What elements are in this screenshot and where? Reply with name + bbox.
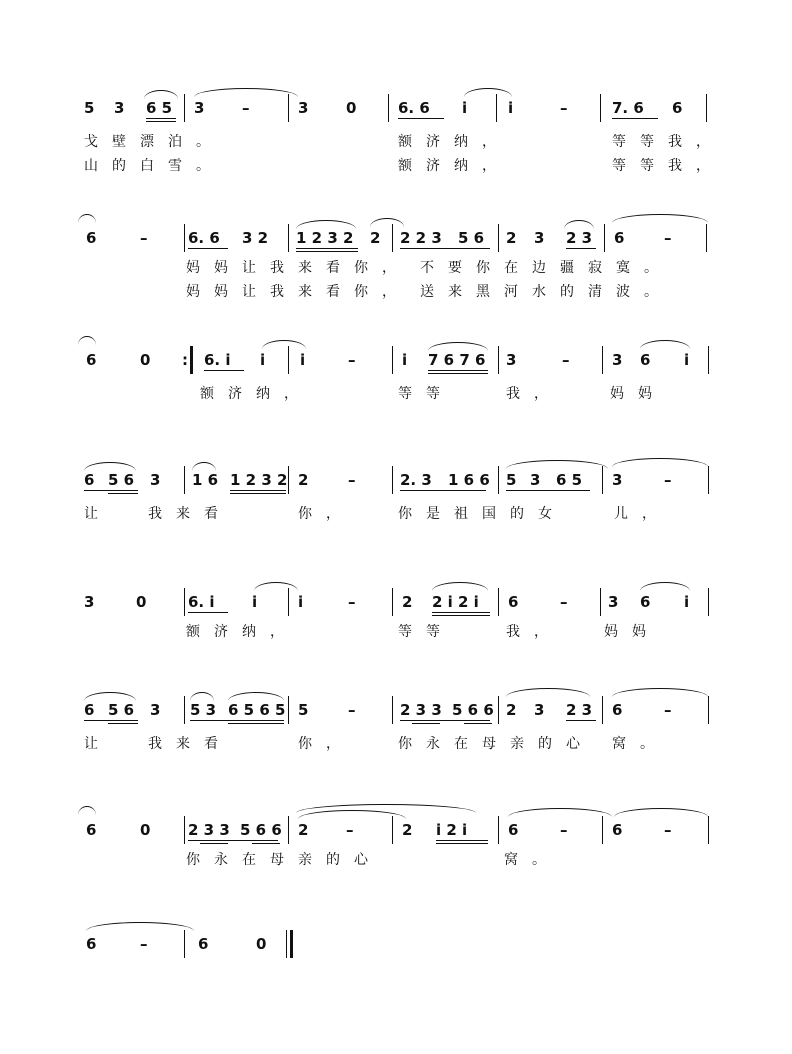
barline xyxy=(498,224,499,252)
lyric-text: 山的白雪。 xyxy=(84,158,224,174)
note-group: 6. 6 xyxy=(188,229,220,247)
barline xyxy=(288,466,289,494)
note-group: – xyxy=(242,99,250,117)
note-group: – xyxy=(664,229,672,247)
note-group: 7. 6 xyxy=(612,99,644,117)
underline xyxy=(188,248,228,249)
note-group: 3 xyxy=(612,351,623,369)
barline xyxy=(184,224,185,252)
lyric-text: 你永在母亲的心 xyxy=(398,736,594,752)
barline xyxy=(288,224,289,252)
tie xyxy=(508,808,612,817)
note-group: – xyxy=(562,351,570,369)
note-group: 3 xyxy=(84,593,95,611)
barline xyxy=(498,466,499,494)
underline xyxy=(296,248,358,249)
underline xyxy=(398,118,444,119)
barline xyxy=(288,94,289,122)
underline xyxy=(84,720,138,721)
barline xyxy=(604,224,605,252)
barline xyxy=(498,588,499,616)
slur xyxy=(228,692,284,701)
note-group: 3 xyxy=(150,701,161,719)
lyric-text: 妈妈让我来看你， xyxy=(186,284,410,300)
barline xyxy=(392,696,393,724)
note-group: 6 xyxy=(86,935,97,953)
note-group: i xyxy=(684,593,690,611)
lyric-text: 我来看 xyxy=(148,736,232,752)
note-group: 5 6 xyxy=(458,229,485,247)
barline xyxy=(388,94,389,122)
underline xyxy=(400,720,490,721)
slur xyxy=(564,220,594,229)
lyric-text: 妈妈 xyxy=(604,624,660,640)
note-group: 5 6 6 xyxy=(452,701,494,719)
barline xyxy=(600,588,601,616)
note-group: 6 5 6 5 xyxy=(228,701,286,719)
barline xyxy=(288,588,289,616)
barline xyxy=(498,346,499,374)
note-group: 6 xyxy=(640,593,651,611)
note-group: 3 xyxy=(298,99,309,117)
barline xyxy=(708,816,709,844)
note-group: – xyxy=(664,471,672,489)
note-group: 6 xyxy=(86,229,97,247)
barline xyxy=(392,346,393,374)
note-group: – xyxy=(560,821,568,839)
underline xyxy=(566,248,596,249)
tie xyxy=(506,688,590,697)
tie xyxy=(612,214,708,223)
tie xyxy=(612,458,708,467)
note-group: i xyxy=(402,351,408,369)
lyrics-row-1 xyxy=(0,734,792,764)
underline xyxy=(230,490,286,491)
note-group: 1 6 6 xyxy=(448,471,490,489)
note-group: 6 xyxy=(84,471,95,489)
note-group: i xyxy=(252,593,258,611)
slur xyxy=(190,692,214,701)
note-group: 6 xyxy=(640,351,651,369)
barline xyxy=(184,930,185,958)
barline xyxy=(602,466,603,494)
underline xyxy=(200,843,228,844)
note-group: 2. 3 xyxy=(400,471,432,489)
note-group: 0 xyxy=(346,99,357,117)
barline xyxy=(708,466,709,494)
note-group: 5 6 xyxy=(108,471,135,489)
note-group: 2 3 xyxy=(566,701,593,719)
barline xyxy=(498,816,499,844)
barline xyxy=(392,588,393,616)
barline xyxy=(184,816,185,844)
note-group: 2 xyxy=(298,821,309,839)
underline xyxy=(188,840,278,841)
underline xyxy=(464,723,492,724)
note-group: 3 xyxy=(612,471,623,489)
note-group: 2 3 3 xyxy=(188,821,230,839)
note-group: – xyxy=(560,99,568,117)
underline xyxy=(432,615,490,616)
underline xyxy=(188,612,228,613)
note-group: – xyxy=(140,229,148,247)
note-group: – xyxy=(664,821,672,839)
lyrics-row-1 xyxy=(0,622,792,652)
slur xyxy=(84,692,136,701)
lyric-text: 我， xyxy=(506,386,562,402)
lyric-text: 额济纳， xyxy=(398,134,510,150)
underline xyxy=(436,843,488,844)
note-group: 5 3 xyxy=(190,701,217,719)
lyric-text: 不要你在边疆寂寞。 xyxy=(420,260,672,276)
note-group: 6 xyxy=(84,701,95,719)
note-group: 6 xyxy=(508,821,519,839)
lyric-text: 等等 xyxy=(398,624,454,640)
note-group: 2 xyxy=(506,229,517,247)
note-group: – xyxy=(140,935,148,953)
lyric-text: 让 xyxy=(84,736,112,752)
barline xyxy=(708,346,709,374)
lyric-text: 等等我， xyxy=(612,134,724,150)
note-group: 6. 6 xyxy=(398,99,430,117)
note-group: 6. i xyxy=(204,351,231,369)
note-group: 2 xyxy=(370,229,381,247)
note-group: i xyxy=(260,351,266,369)
underline xyxy=(412,723,440,724)
tie xyxy=(78,336,96,345)
note-group: 5 6 6 xyxy=(240,821,282,839)
note-group: i 2 i xyxy=(436,821,468,839)
barline xyxy=(600,94,601,122)
slur xyxy=(296,220,356,229)
underline xyxy=(436,840,488,841)
notes-row xyxy=(0,98,792,128)
note-group: 3 xyxy=(506,351,517,369)
underline xyxy=(296,251,358,252)
note-group: i xyxy=(462,99,468,117)
notes-row xyxy=(0,350,792,380)
note-group: i xyxy=(684,351,690,369)
note-group: 0 xyxy=(256,935,267,953)
note-group: 5 xyxy=(298,701,309,719)
barline xyxy=(602,346,603,374)
slur xyxy=(428,342,488,351)
barline xyxy=(708,696,709,724)
note-group: 2 xyxy=(402,593,413,611)
note-group: 0 xyxy=(140,821,151,839)
barline xyxy=(392,466,393,494)
lyric-text: 你永在母亲的心 xyxy=(186,852,382,868)
note-group: – xyxy=(348,593,356,611)
tie xyxy=(86,922,194,931)
tie xyxy=(464,88,512,97)
underline xyxy=(108,723,138,724)
note-group: – xyxy=(348,701,356,719)
underline xyxy=(190,720,284,721)
lyric-text: 窝。 xyxy=(612,736,668,752)
tie xyxy=(78,806,96,815)
note-group: 6 xyxy=(508,593,519,611)
note-group: 6 5 xyxy=(146,99,173,117)
note-group: 6. i xyxy=(188,593,215,611)
note-group: – xyxy=(346,821,354,839)
lyric-text: 额济纳， xyxy=(398,158,510,174)
note-group: 5 xyxy=(84,99,95,117)
lyric-text: 妈妈让我来看你， xyxy=(186,260,410,276)
underline xyxy=(230,493,286,494)
underline xyxy=(146,121,176,122)
lyric-text: 我， xyxy=(506,624,562,640)
underline xyxy=(400,248,490,249)
underline xyxy=(108,493,138,494)
tie xyxy=(254,582,298,591)
note-group: 2 i 2 i xyxy=(432,593,479,611)
lyric-text: 送来黑河水的清波。 xyxy=(420,284,672,300)
barline xyxy=(706,224,707,252)
note-group: 1 6 xyxy=(192,471,219,489)
lyric-text: 额济纳， xyxy=(186,624,298,640)
underline xyxy=(84,490,138,491)
note-group: 3 xyxy=(194,99,205,117)
note-group: 6 xyxy=(614,229,625,247)
note-group: – xyxy=(560,593,568,611)
note-group: 0 xyxy=(140,351,151,369)
barline xyxy=(184,466,185,494)
underline xyxy=(612,118,658,119)
notes-row xyxy=(0,700,792,730)
lyric-text: 你是祖国的女 xyxy=(398,506,566,522)
note-group: : xyxy=(182,351,188,369)
notes-row xyxy=(0,228,792,258)
barline xyxy=(288,346,289,374)
notes-row xyxy=(0,820,792,850)
lyrics-row-2 xyxy=(0,156,792,186)
notes-row xyxy=(0,470,792,500)
note-group: 5 xyxy=(506,471,517,489)
underline xyxy=(252,843,280,844)
final-barline-thin xyxy=(286,930,287,958)
note-group: 2 xyxy=(298,471,309,489)
lyric-text: 窝。 xyxy=(504,852,560,868)
lyric-text: 等等我， xyxy=(612,158,724,174)
note-group: 2 3 3 xyxy=(400,701,442,719)
lyric-text: 妈妈 xyxy=(610,386,666,402)
lyric-text: 戈壁漂泊。 xyxy=(84,134,224,150)
lyric-text: 额济纳， xyxy=(200,386,312,402)
barline xyxy=(184,94,185,122)
barline xyxy=(602,816,603,844)
lyric-text: 你， xyxy=(298,506,354,522)
lyrics-row-2 xyxy=(0,282,792,312)
slur xyxy=(640,582,690,591)
note-group: 1 2 3 2 xyxy=(296,229,354,247)
underline xyxy=(566,720,596,721)
note-group: – xyxy=(348,471,356,489)
barline xyxy=(288,696,289,724)
note-group: 3 xyxy=(534,229,545,247)
lyric-text: 你， xyxy=(298,736,354,752)
lyrics-row-1 xyxy=(0,384,792,414)
barline xyxy=(708,588,709,616)
tie xyxy=(262,340,306,349)
tie xyxy=(612,688,708,697)
lyric-text: 等等 xyxy=(398,386,454,402)
note-group: 6 xyxy=(612,821,623,839)
note-group: 6 xyxy=(612,701,623,719)
repeat-barline xyxy=(190,346,193,374)
note-group: 0 xyxy=(136,593,147,611)
note-group: i xyxy=(300,351,306,369)
tie xyxy=(194,88,298,97)
note-group: 6 5 xyxy=(556,471,583,489)
note-group: 3 xyxy=(534,701,545,719)
barline xyxy=(706,94,707,122)
barline xyxy=(496,94,497,122)
underline xyxy=(228,723,284,724)
lyric-text: 儿， xyxy=(614,506,670,522)
note-group: 3 xyxy=(530,471,541,489)
underline xyxy=(400,490,486,491)
barline xyxy=(184,588,185,616)
notes-row xyxy=(0,592,792,622)
note-group: i xyxy=(508,99,514,117)
tie xyxy=(370,218,404,227)
underline xyxy=(428,370,488,371)
lyrics-row-1 xyxy=(0,850,792,880)
lyric-text: 我来看 xyxy=(148,506,232,522)
lyric-text: 让 xyxy=(84,506,112,522)
note-group: i xyxy=(298,593,304,611)
slur xyxy=(432,582,488,591)
note-group: – xyxy=(348,351,356,369)
lyrics-row-1 xyxy=(0,504,792,534)
note-group: 5 6 xyxy=(108,701,135,719)
note-group: 2 3 xyxy=(566,229,593,247)
note-group: 6 xyxy=(86,351,97,369)
underline xyxy=(506,490,590,491)
slur xyxy=(144,90,178,99)
note-group: 6 xyxy=(198,935,209,953)
barline xyxy=(392,816,393,844)
underline xyxy=(146,118,176,119)
slur xyxy=(640,340,690,349)
barline xyxy=(184,696,185,724)
note-group: 2 xyxy=(506,701,517,719)
note-group: 3 2 xyxy=(242,229,269,247)
final-barline-thick xyxy=(290,930,293,958)
tie xyxy=(78,214,96,223)
note-group: 6 xyxy=(672,99,683,117)
note-group: 3 xyxy=(150,471,161,489)
note-group: 1 2 3 2 xyxy=(230,471,288,489)
note-group: – xyxy=(664,701,672,719)
note-group: 2 xyxy=(402,821,413,839)
note-group: 2 2 3 xyxy=(400,229,442,247)
tie xyxy=(506,460,608,469)
note-group: 7 6 7 6 xyxy=(428,351,486,369)
tie xyxy=(614,808,708,817)
note-group: 3 xyxy=(608,593,619,611)
underline xyxy=(428,373,488,374)
barline xyxy=(392,224,393,252)
underline xyxy=(432,612,490,613)
barline xyxy=(288,816,289,844)
barline xyxy=(498,696,499,724)
note-group: 3 xyxy=(114,99,125,117)
slur xyxy=(84,462,136,471)
underline xyxy=(204,370,244,371)
note-group: 6 xyxy=(86,821,97,839)
notes-row xyxy=(0,934,792,964)
slur xyxy=(192,462,216,471)
barline xyxy=(602,696,603,724)
